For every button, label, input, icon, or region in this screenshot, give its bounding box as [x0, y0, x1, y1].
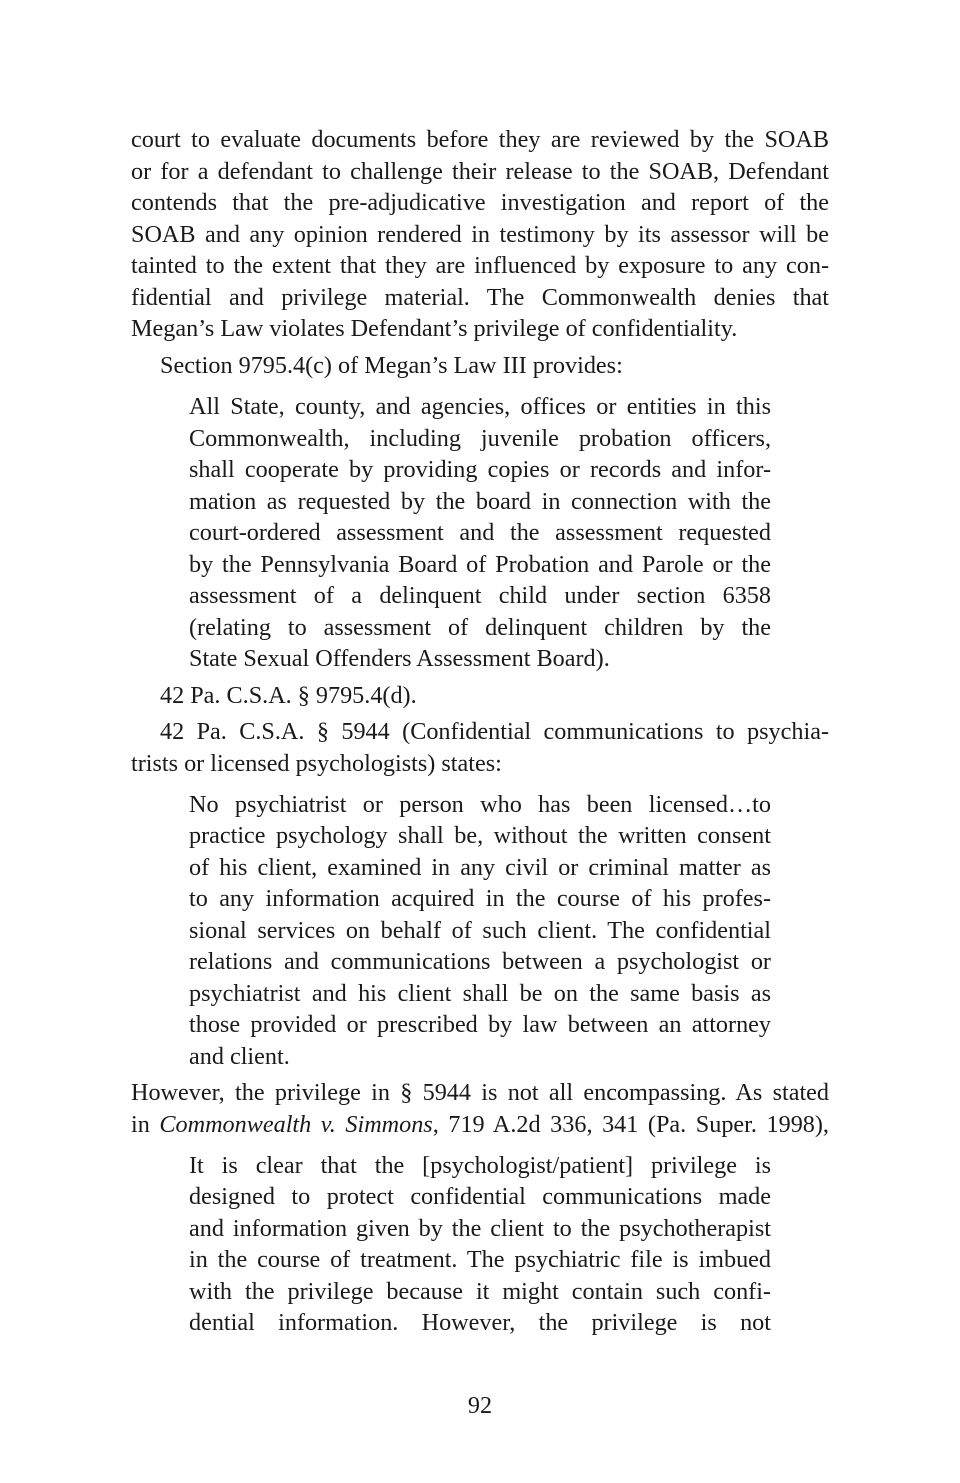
- text-run: , 719 A.2d 336, 341 (Pa. Super. 1998),: [432, 1111, 829, 1138]
- quote-line: and information given by the client to the psychotherapist: [189, 1215, 771, 1242]
- quote-line: with the privilege because it might contain such confi-: [189, 1278, 771, 1305]
- page-number: 92: [467, 1392, 493, 1419]
- quote-line: No psychiatrist or person who has been licensed…to: [189, 791, 771, 818]
- quote-line: designed to protect confidential communications made: [189, 1183, 771, 1210]
- case-name: Commonwealth v. Simmons: [159, 1111, 433, 1138]
- quote-line: (relating to assessment of delinquent children by the: [189, 614, 771, 641]
- quote-line: practice psychology shall be, without the written consent: [189, 822, 771, 849]
- quote-line: relations and communications between a psychologist or: [189, 948, 771, 975]
- body-line: court to evaluate documents before they are reviewed by the SOAB: [131, 126, 829, 153]
- quote-line: to any information acquired in the course of his profes-: [189, 885, 771, 912]
- quote-line: of his client, examined in any civil or criminal matter as: [189, 854, 771, 881]
- quote-line: those provided or prescribed by law between an attorney: [189, 1011, 771, 1038]
- quote-line: It is clear that the [psychologist/patient] privilege is: [189, 1152, 771, 1179]
- quote-line: court-ordered assessment and the assessment requested: [189, 519, 771, 546]
- quote-line: State Sexual Offenders Assessment Board).: [189, 645, 610, 672]
- quote-line: Commonwealth, including juvenile probation officers,: [189, 425, 771, 452]
- body-line: [131, 1109, 829, 1141]
- quote-line: assessment of a delinquent child under section 6358: [189, 582, 771, 609]
- quote-line: mation as requested by the board in connection with the: [189, 488, 771, 515]
- body-line: Section 9795.4(c) of Megan’s Law III provides:: [160, 352, 623, 379]
- quote-line: shall cooperate by providing copies or records and infor-: [189, 456, 771, 483]
- quote-line: psychiatrist and his client shall be on the same basis as: [189, 980, 771, 1007]
- quote-line: dential information. However, the privilege is not: [189, 1309, 771, 1336]
- body-line: contends that the pre-adjudicative investigation and report of the: [131, 189, 829, 216]
- text-run: in: [131, 1111, 160, 1138]
- body-line: SOAB and any opinion rendered in testimony by its assessor will be: [131, 221, 829, 248]
- quote-line: and client.: [189, 1043, 290, 1070]
- body-line: tainted to the extent that they are influenced by exposure to any con-: [131, 252, 829, 279]
- body-line: trists or licensed psychologists) states:: [131, 750, 502, 777]
- body-line: or for a defendant to challenge their release to the SOAB, Defendant: [131, 158, 829, 185]
- quote-line: All State, county, and agencies, offices or entities in this: [189, 393, 771, 420]
- quote-line: by the Pennsylvania Board of Probation and Parole or the: [189, 551, 771, 578]
- body-line: 42 Pa. C.S.A. § 5944 (Confidential communications to psychia-: [160, 718, 829, 745]
- quote-line: in the course of treatment. The psychiatric file is imbued: [189, 1246, 771, 1273]
- body-line: fidential and privilege material. The Commonwealth denies that: [131, 284, 829, 311]
- quote-line: sional services on behalf of such client. The confidential: [189, 917, 771, 944]
- citation-line: 42 Pa. C.S.A. § 9795.4(d).: [160, 682, 417, 709]
- body-line: However, the privilege in § 5944 is not all encompassing. As stated: [131, 1079, 829, 1106]
- body-line: Megan’s Law violates Defendant’s privilege of confidentiality.: [131, 315, 738, 342]
